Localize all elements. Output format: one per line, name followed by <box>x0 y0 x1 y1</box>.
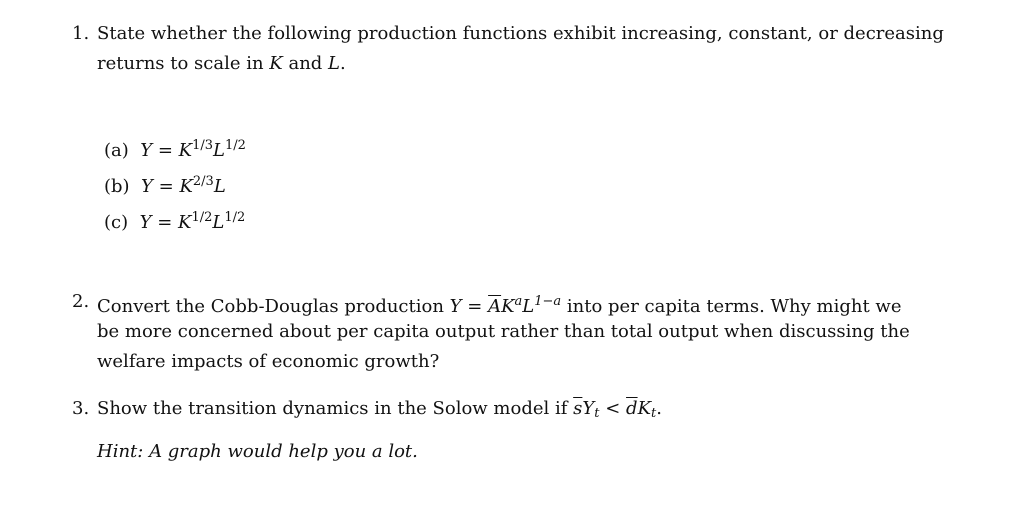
q2-line1-suffix: into per capita terms. Why might we <box>561 296 902 317</box>
part-base2: L <box>212 212 225 233</box>
part-lhs: Y <box>141 176 153 197</box>
q2-l-exp: 1−a <box>534 294 562 309</box>
q2-text-line1 <box>97 290 917 319</box>
q2-line1-prefix: Convert the Cobb-Douglas production <box>97 296 450 317</box>
part-exp1: 1/3 <box>192 138 214 153</box>
q1-text-line2 <box>97 52 917 76</box>
q3-k: K <box>637 398 652 419</box>
part-base1: K <box>178 140 193 161</box>
part-exp2: 1/2 <box>224 210 246 225</box>
q3-hint: Hint: A graph would help you a lot. <box>97 441 418 462</box>
part-exp1: 1/2 <box>191 210 213 225</box>
part-label: (c) <box>104 212 129 233</box>
q1-var-l: L <box>328 53 340 74</box>
part-exp1: 2/3 <box>192 174 214 189</box>
q3-text <box>97 397 917 426</box>
q3-y: Y <box>582 398 595 419</box>
q2-lhs: Y <box>449 296 462 317</box>
part-base2: L <box>213 176 226 197</box>
q1-part-c <box>104 206 245 235</box>
q1-word-and: and <box>282 53 329 74</box>
q2-l: L <box>522 296 535 317</box>
q2-k-exp: a <box>514 294 523 309</box>
part-label: (b) <box>104 176 130 197</box>
part-lhs: Y <box>139 212 152 233</box>
part-lhs: Y <box>140 140 153 161</box>
q3-number: 3. <box>72 398 90 419</box>
q3-y-sub: t <box>594 406 600 421</box>
q3-lt: < <box>599 398 627 419</box>
q1-line2-prefix: returns to scale in <box>97 53 270 74</box>
q2-eq: = <box>461 296 489 317</box>
part-exp2: 1/2 <box>224 138 246 153</box>
part-label: (a) <box>104 140 129 161</box>
part-base1: K <box>178 212 192 233</box>
q3-prefix: Show the transition dynamics in the Solow model if <box>97 398 574 419</box>
q2-abar: $\overline{A}$ <box>488 296 502 317</box>
part-eq: = <box>152 140 179 161</box>
q3-dbar: $\overline{d}$ <box>626 398 638 419</box>
q1-part-a <box>104 134 246 163</box>
part-eq: = <box>152 176 180 197</box>
q2-k: K <box>501 296 515 317</box>
q1-part-b <box>104 170 226 199</box>
q2-text-line3: welfare impacts of economic growth? <box>97 351 440 372</box>
part-base1: K <box>179 176 193 197</box>
q1-text-line1: State whether the following production functions exhibit increasing, constant, or decreasing <box>97 23 944 44</box>
q3-k-sub: t <box>651 406 657 421</box>
q2-text-line2: be more concerned about per capita output rather than total output when discussing the <box>97 321 910 342</box>
part-base2: L <box>213 140 225 161</box>
q1-period: . <box>340 53 346 74</box>
q1-number: 1. <box>72 23 90 44</box>
part-eq: = <box>151 212 179 233</box>
q3-period: . <box>656 398 662 419</box>
q1-var-k: K <box>269 53 283 74</box>
q2-number: 2. <box>72 291 90 312</box>
q3-sbar: $\overline{s}$ <box>573 398 583 419</box>
